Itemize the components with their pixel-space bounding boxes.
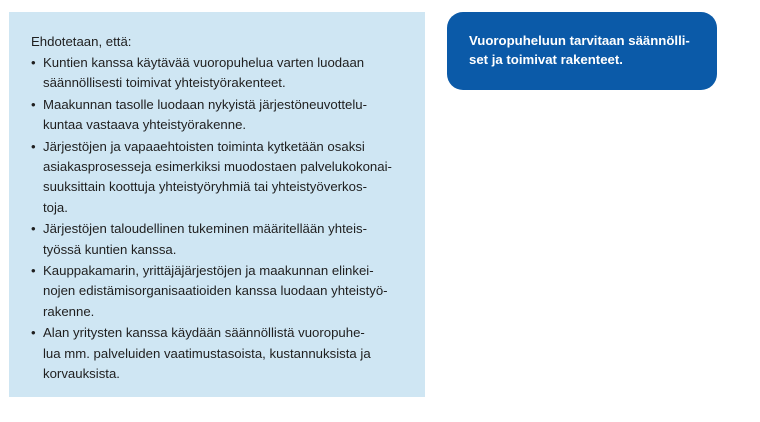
list-item-text	[43, 323, 371, 384]
proposal-intro: Ehdotetaan, että:	[31, 34, 132, 49]
list-item-text	[43, 219, 367, 260]
list-item	[31, 53, 407, 94]
list-item	[31, 261, 407, 322]
proposal-box	[9, 12, 425, 397]
list-item-line: lua mm. palveluiden vaatimustasoista, kustannuksista ja	[43, 345, 371, 361]
list-item-text	[43, 137, 392, 219]
list-item-line: Järjestöjen ja vapaaehtoisten toiminta kytketään osaksi	[43, 138, 365, 154]
list-item-line: työssä kuntien kanssa.	[43, 241, 177, 257]
list-item	[31, 95, 407, 136]
callout-line: Vuoropuheluun tarvitaan säännölli-	[469, 33, 690, 48]
bullet-icon: •	[31, 325, 36, 341]
list-item-line: kuntaa vastaava yhteistyörakenne.	[43, 117, 247, 133]
callout-line: set ja toimivat rakenteet.	[469, 52, 623, 67]
bullet-icon: •	[31, 96, 36, 112]
list-item-line: Kauppakamarin, yrittäjäjärjestöjen ja maakunnan elinkei-	[43, 263, 374, 279]
list-item-line: Kuntien kanssa käytävää vuoropuhelua varten luodaan	[43, 55, 365, 70]
list-item	[31, 219, 407, 260]
proposal-list	[31, 53, 407, 385]
list-item-line: Alan yritysten kanssa käydään säännöllistä vuoropuhe-	[43, 325, 365, 341]
list-item-text	[43, 261, 388, 322]
bullet-icon: •	[31, 263, 36, 279]
list-item-line: nojen edistämisorganisaatioiden kanssa luodaan yhteistyö-	[43, 283, 388, 299]
list-item-line: rakenne.	[43, 303, 95, 319]
list-item-line: korvauksista.	[43, 366, 120, 382]
callout-box	[447, 12, 717, 90]
list-item	[31, 323, 407, 384]
list-item-line: Maakunnan tasolle luodaan nykyistä järjestöneuvottelu-	[43, 96, 368, 112]
list-item-line: toja.	[43, 199, 68, 215]
bullet-icon: •	[31, 55, 36, 70]
list-item-text	[43, 95, 367, 136]
list-item-line: säännöllisesti toimivat yhteistyörakenteet.	[43, 75, 286, 91]
list-item-line: suuksittain koottuja yhteistyöryhmiä tai yhteistyöverkos-	[43, 179, 367, 195]
list-item-line: Järjestöjen taloudellinen tukeminen määritellään yhteis-	[43, 221, 368, 237]
list-item	[31, 137, 407, 219]
list-item-line: asiakasprosesseja esimerkiksi muodostaen palvelukokonai-	[43, 159, 392, 175]
bullet-icon: •	[31, 221, 36, 237]
bullet-icon: •	[31, 138, 36, 154]
list-item-text	[43, 53, 364, 94]
